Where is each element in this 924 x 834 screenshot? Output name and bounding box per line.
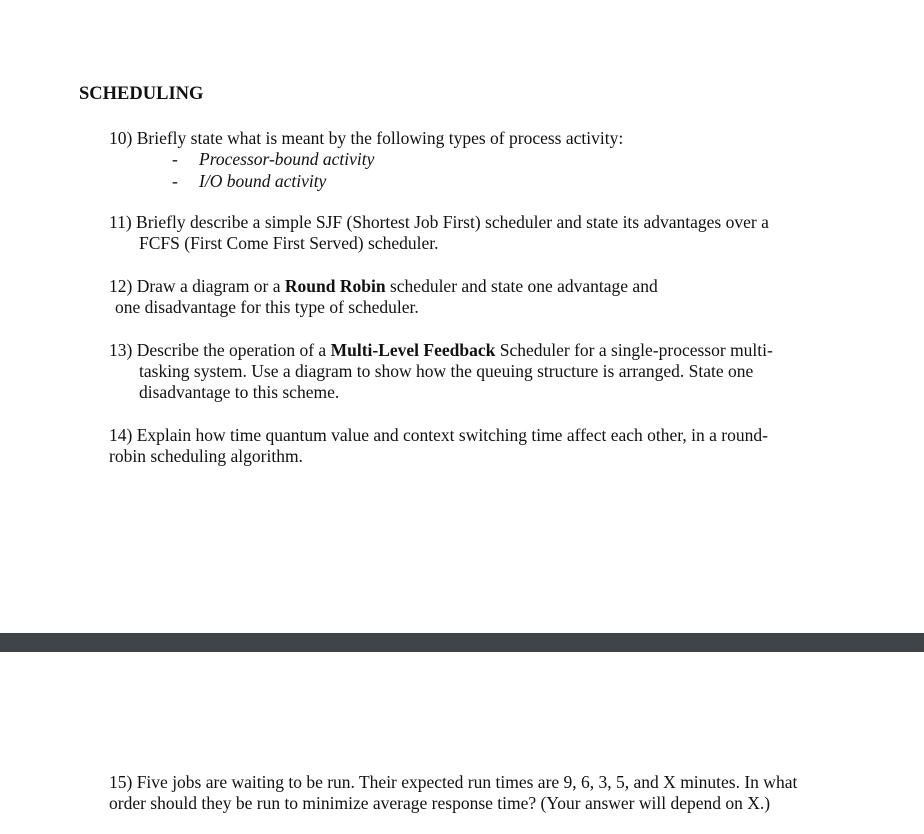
question-11-line-1: 11) Briefly describe a simple SJF (Shortest Job First) scheduler and state its advantages over a <box>109 212 769 232</box>
text-run: 13) Describe the operation of a <box>109 340 331 360</box>
bullet-dash: - <box>172 149 178 169</box>
bold-term-round-robin: Round Robin <box>284 276 386 296</box>
question-13-line-1 <box>109 340 773 361</box>
page-separator <box>0 633 924 652</box>
text-run: Scheduler for a single-processor multi- <box>495 340 773 360</box>
question-12-line-2: one disadvantage for this type of scheduler. <box>115 297 419 317</box>
clipped-previous-text <box>0 0 924 2</box>
bold-term-multi-level-feedback: Multi-Level Feedback <box>330 340 496 360</box>
question-13-line-3: disadvantage to this scheme. <box>139 382 340 402</box>
document-page-2 <box>0 652 924 834</box>
section-heading: SCHEDULING <box>79 84 204 104</box>
text-run: scheduler and state one advantage and <box>385 276 658 296</box>
question-10-stem: 10) Briefly state what is meant by the following types of process activity: <box>109 128 624 148</box>
text-run: 12) Draw a diagram or a <box>109 276 285 296</box>
bullet-processor-bound: Processor-bound activity <box>199 149 375 169</box>
question-14-line-1: 14) Explain how time quantum value and context switching time affect each other, in a round- <box>109 425 768 445</box>
question-11-line-2: FCFS (First Come First Served) scheduler. <box>139 233 439 253</box>
question-12-line-1 <box>109 276 658 297</box>
question-13-line-2: tasking system. Use a diagram to show how the queuing structure is arranged. State one <box>139 361 754 381</box>
question-15-line-2: order should they be run to minimize average response time? (Your answer will depend on X.) <box>109 793 771 813</box>
bullet-dash: - <box>172 171 178 191</box>
bullet-io-bound: I/O bound activity <box>199 171 327 191</box>
question-15-line-1: 15) Five jobs are waiting to be run. Their expected run times are 9, 6, 3, 5, and X minutes. In what <box>109 772 798 792</box>
question-14-line-2: robin scheduling algorithm. <box>109 446 303 466</box>
